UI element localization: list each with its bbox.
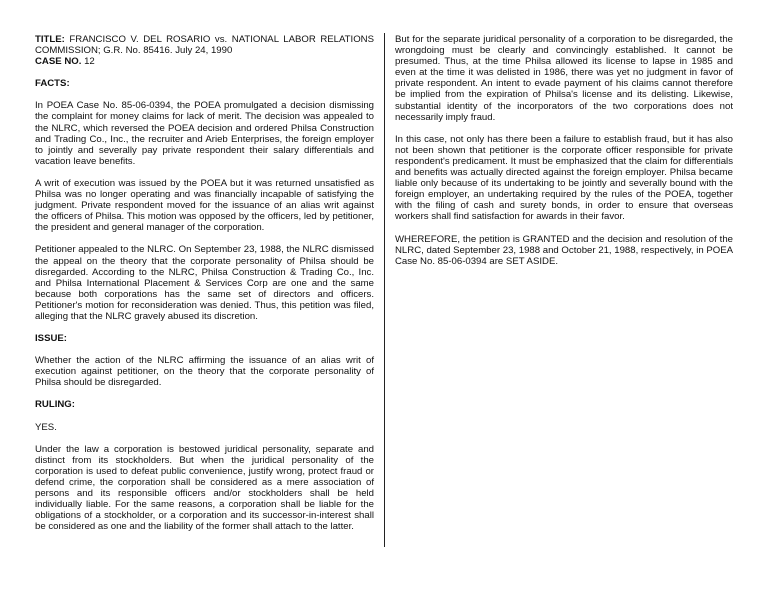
ruling-paragraph-2: But for the separate juridical personality of a corporation to be disregarded, the wrongdoing must be clearly and convincingly established. It cannot be presumed. Thus, at the time Philsa allowed its license to lapse in 1985 and even at the time it was delisted in 1986, there was yet no judgment in favor of private respondent. An intent to evade payment of his claims cannot therefore be implied from the expiration of Philsa's license and its delisting. Likewise, substantial identity of the incorporators of the two corporations does not necessarily imply fraud. <box>395 34 733 123</box>
ruling-heading: RULING: <box>35 399 75 411</box>
facts-paragraph-3: Petitioner appealed to the NLRC. On September 23, 1988, the NLRC dismissed the appeal on the theory that the corporate personality of Philsa should be disregarded. According to the NLRC, Philsa Construction & Trading Co., Inc. and Philsa International Placement & Services Corp are one and the same because both corporations has the same set of directors and officers. Petitioner's motion for reconsideration was denied. Thus, this petition was filed, alleging that the NLRC gravely abused its discretion. <box>35 244 374 322</box>
case-number-line <box>35 56 374 67</box>
facts-paragraph-2: A writ of execution was issued by the POEA but it was returned unsatisfied as Philsa was no longer operating and was financially incapable of satisfying the judgment. Private respondent moved for the issuance of an alias writ against the officers of Philsa. This motion was opposed by the officers, led by petitioner, the president and general manager of the corporation. <box>35 177 374 234</box>
title-label: TITLE: <box>35 34 65 45</box>
facts-heading: FACTS: <box>35 78 70 90</box>
title-text: FRANCISCO V. DEL ROSARIO vs. NATIONAL LABOR RELATIONS COMMISSION; G.R. No. 85416. July 24, 1990 <box>35 34 375 57</box>
case-number: 12 <box>84 56 95 68</box>
ruling-answer: YES. <box>35 421 57 433</box>
case-label: CASE NO. <box>35 56 82 68</box>
issue-paragraph: Whether the action of the NLRC affirming the issuance of an alias writ of execution against petitioner, on the theory that the corporate personality of Philsa should be disregarded. <box>35 355 374 389</box>
ruling-paragraph-1: Under the law a corporation is bestowed juridical personality, separate and distinct from its stockholders. But when the juridical personality of the corporation is used to defeat public convenience, justify wrong, protect fraud or defend crime, the corporation shall be considered as a mere association of persons and its responsible officers and/or stockholders shall be held individually liable. For the same reasons, a corporation shall be liable for the obligations of a stockholder, or a corporation and its successor-in-interest shall be considered as one and the liability of the former shall attach to the latter. <box>35 443 374 533</box>
issue-heading: ISSUE: <box>35 333 67 345</box>
case-title <box>35 34 374 56</box>
column-divider <box>384 33 385 547</box>
facts-paragraph-1: In POEA Case No. 85-06-0394, the POEA promulgated a decision dismissing the complaint for money claims for lack of merit. The decision was appealed to the NLRC, which reversed the POEA decision and ordered Philsa Construction and Trading Co., Inc., the recruiter and Arieb Enterprises, the foreign employer to jointly and severally pay private respondent their salary differentials and vacation leave benefits. <box>35 100 374 167</box>
dispositive-paragraph: WHEREFORE, the petition is GRANTED and the decision and resolution of the NLRC, dated September 23, 1988 and October 21, 1988, respectively, in POEA Case No. 85-06-0394 are SET ASIDE. <box>395 233 733 267</box>
left-column <box>35 34 374 532</box>
ruling-paragraph-3: In this case, not only has there been a failure to establish fraud, but it has also not been shown that petitioner is the corporate officer responsible for private respondent's predicament. It must be emphasized that the claim for differentials and benefits was actually directed against the foreign employer. Philsa became liable only because of its undertaking to be jointly and severally bound with the foreign employer, an undertaking required by the rules of the POEA, together with the filing of cash and surety bonds, in order to ensure that overseas workers shall find satisfaction for awards in their favor. <box>395 133 733 223</box>
right-column <box>395 34 733 267</box>
